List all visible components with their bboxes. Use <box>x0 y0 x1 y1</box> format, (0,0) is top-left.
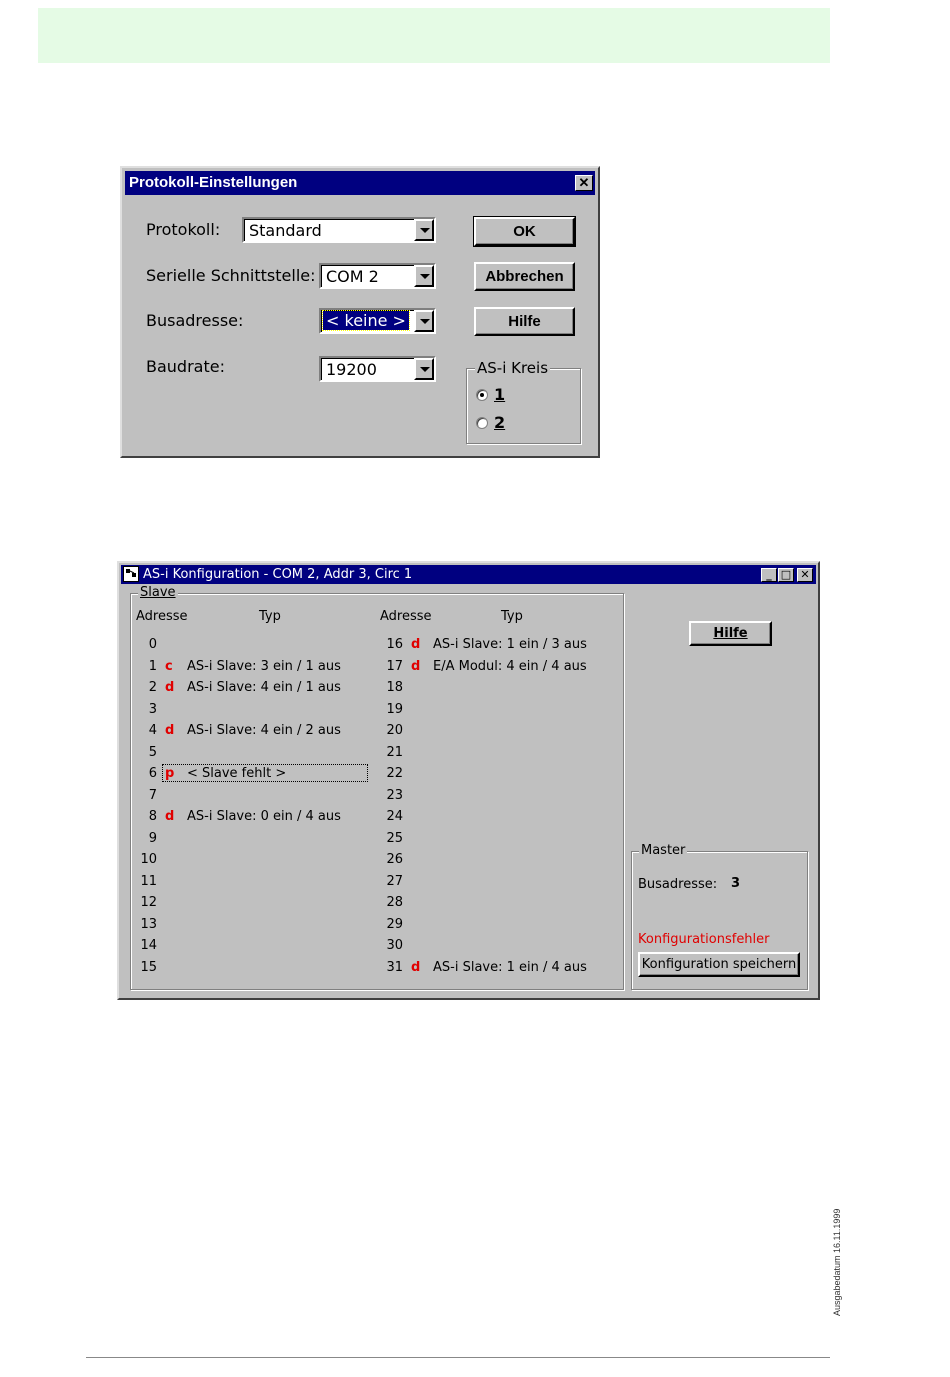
dialog-title: Protokoll-Einstellungen <box>129 174 298 191</box>
master-group-title: Master <box>641 843 686 858</box>
slave-type: AS-i Slave: 4 ein / 1 aus <box>187 680 341 695</box>
slave-address: 26 <box>386 852 403 867</box>
window-titlebar <box>121 565 816 584</box>
serial-port-select[interactable] <box>319 263 436 289</box>
slave-row[interactable] <box>133 723 363 741</box>
type-header-left: Typ <box>259 609 281 624</box>
slave-row[interactable] <box>133 680 363 698</box>
selected-row-focus <box>163 765 367 781</box>
type-header-right: Typ <box>501 609 523 624</box>
slave-row[interactable] <box>379 895 609 913</box>
address-header-right: Adresse <box>380 609 432 624</box>
slave-row[interactable] <box>379 723 609 741</box>
slave-address: 27 <box>386 873 403 889</box>
serial-port-label: Serielle Schnittstelle: <box>146 266 316 285</box>
slave-row[interactable] <box>379 809 609 827</box>
slave-address: 16 <box>386 637 403 652</box>
slave-address: 30 <box>386 938 403 953</box>
help-button[interactable]: Hilfe <box>689 621 772 646</box>
slave-address: 7 <box>148 787 157 803</box>
slave-status: d <box>411 658 421 674</box>
close-icon[interactable]: ✕ <box>797 568 813 582</box>
slave-row[interactable] <box>133 766 363 784</box>
slave-row[interactable] <box>379 917 609 935</box>
chevron-down-icon[interactable] <box>414 310 434 332</box>
slave-row[interactable] <box>379 788 609 806</box>
master-bus-label: Busadresse: <box>638 877 718 892</box>
address-header-left: Adresse <box>136 609 188 624</box>
slave-address: 1 <box>148 658 157 674</box>
slave-address: 2 <box>148 680 157 695</box>
slave-type: AS-i Slave: 4 ein / 2 aus <box>187 723 341 738</box>
slave-address: 18 <box>386 680 403 695</box>
master-bus-value: 3 <box>731 876 741 891</box>
slave-row[interactable] <box>379 831 609 849</box>
slave-type: AS-i Slave: 1 ein / 3 aus <box>433 637 587 652</box>
slave-row[interactable] <box>379 852 609 870</box>
slave-address: 25 <box>386 830 403 846</box>
window-title: AS-i Konfiguration - COM 2, Addr 3, Circ 1 <box>143 567 413 582</box>
chevron-down-icon[interactable] <box>414 265 434 287</box>
slave-address: 14 <box>140 938 157 953</box>
circuit-group <box>466 359 581 444</box>
minimize-icon[interactable]: _ <box>761 568 777 582</box>
slave-row[interactable] <box>379 938 609 956</box>
slave-address: 6 <box>148 766 157 781</box>
cancel-button[interactable]: Abbrechen <box>474 262 575 291</box>
slave-type: AS-i Slave: 3 ein / 1 aus <box>187 658 341 674</box>
slave-address: 24 <box>386 809 403 824</box>
save-configuration-button[interactable]: Konfiguration speichern <box>638 952 800 977</box>
slave-row[interactable] <box>133 659 363 677</box>
footer-divider <box>86 1357 830 1358</box>
slave-row[interactable] <box>133 637 363 655</box>
slave-address: 5 <box>148 744 157 760</box>
slave-row[interactable] <box>133 895 363 913</box>
slave-address: 10 <box>140 852 157 867</box>
slave-address: 19 <box>386 701 403 717</box>
bus-address-label: Busadresse: <box>146 311 244 330</box>
slave-row[interactable] <box>379 766 609 784</box>
bus-address-select[interactable] <box>319 308 436 334</box>
slave-address: 12 <box>140 895 157 910</box>
protocol-settings-dialog <box>120 166 600 458</box>
slave-row[interactable] <box>379 637 609 655</box>
slave-address: 28 <box>386 895 403 910</box>
slave-address: 15 <box>140 959 157 975</box>
slave-row[interactable] <box>379 874 609 892</box>
page-header-band <box>38 8 830 63</box>
slave-row[interactable] <box>379 702 609 720</box>
slave-address: 21 <box>386 744 403 760</box>
master-group <box>631 843 808 990</box>
circuit-1-radio[interactable] <box>476 389 488 401</box>
protocol-select[interactable] <box>242 217 436 243</box>
slave-type: AS-i Slave: 1 ein / 4 aus <box>433 959 587 975</box>
slave-row[interactable] <box>133 960 363 978</box>
slave-type: < Slave fehlt > <box>187 766 287 781</box>
slave-row[interactable] <box>133 852 363 870</box>
slave-group-title: Slave <box>140 585 176 600</box>
issue-date: Ausgabedatum 16.11.1999 <box>832 1208 842 1316</box>
slave-status: c <box>165 658 173 674</box>
serial-port-value: COM 2 <box>326 267 379 286</box>
slave-row[interactable] <box>133 917 363 935</box>
circuit-2-label[interactable]: 2 <box>494 413 506 432</box>
slave-address: 13 <box>140 916 157 932</box>
slave-address: 9 <box>148 830 157 846</box>
slave-row[interactable] <box>133 745 363 763</box>
slave-status: d <box>411 637 421 652</box>
slave-status: d <box>411 959 421 975</box>
chevron-down-icon[interactable] <box>414 358 434 380</box>
chevron-down-icon[interactable] <box>414 219 434 241</box>
slave-address: 0 <box>148 637 157 652</box>
circuit-1-label[interactable]: 1 <box>494 385 506 404</box>
slave-row[interactable] <box>133 938 363 956</box>
app-icon <box>123 566 139 582</box>
slave-address: 29 <box>386 916 403 932</box>
asi-configuration-window <box>117 561 820 1000</box>
slave-type: E/A Modul: 4 ein / 4 aus <box>433 658 587 674</box>
protocol-label: Protokoll: <box>146 220 221 239</box>
slave-row[interactable] <box>379 680 609 698</box>
slave-address: 8 <box>148 809 157 824</box>
slave-address: 22 <box>386 766 403 781</box>
slave-row[interactable] <box>133 788 363 806</box>
slave-address: 31 <box>386 959 403 975</box>
ok-button[interactable]: OK <box>474 217 575 246</box>
slave-address: 20 <box>386 723 403 738</box>
slave-status: p <box>165 766 175 781</box>
slave-type: AS-i Slave: 0 ein / 4 aus <box>187 809 341 824</box>
slave-address: 23 <box>386 787 403 803</box>
slave-row[interactable] <box>133 874 363 892</box>
slave-status: d <box>165 723 175 738</box>
slave-status: d <box>165 680 175 695</box>
slave-row[interactable] <box>133 831 363 849</box>
slave-address: 4 <box>148 723 157 738</box>
close-icon[interactable]: ✕ <box>575 175 593 191</box>
bus-address-value: < keine > <box>323 311 409 330</box>
protocol-value: Standard <box>249 221 322 240</box>
maximize-icon[interactable]: □ <box>778 568 794 582</box>
slave-row[interactable] <box>379 659 609 677</box>
circuit-2-radio[interactable] <box>476 417 488 429</box>
dialog-titlebar <box>125 171 595 195</box>
circuit-group-title: AS-i Kreis <box>477 359 549 377</box>
slave-status: d <box>165 809 175 824</box>
configuration-error: Konfigurationsfehler <box>638 932 770 947</box>
slave-row[interactable] <box>379 960 609 978</box>
slave-row[interactable] <box>379 745 609 763</box>
baudrate-value: 19200 <box>326 360 377 379</box>
slave-row[interactable] <box>133 809 363 827</box>
baudrate-select[interactable] <box>319 356 436 382</box>
slave-address: 3 <box>148 701 157 717</box>
slave-row[interactable] <box>133 702 363 720</box>
baudrate-label: Baudrate: <box>146 357 225 376</box>
slave-address: 11 <box>140 873 157 889</box>
slave-address: 17 <box>386 658 403 674</box>
help-button[interactable]: Hilfe <box>474 307 575 336</box>
